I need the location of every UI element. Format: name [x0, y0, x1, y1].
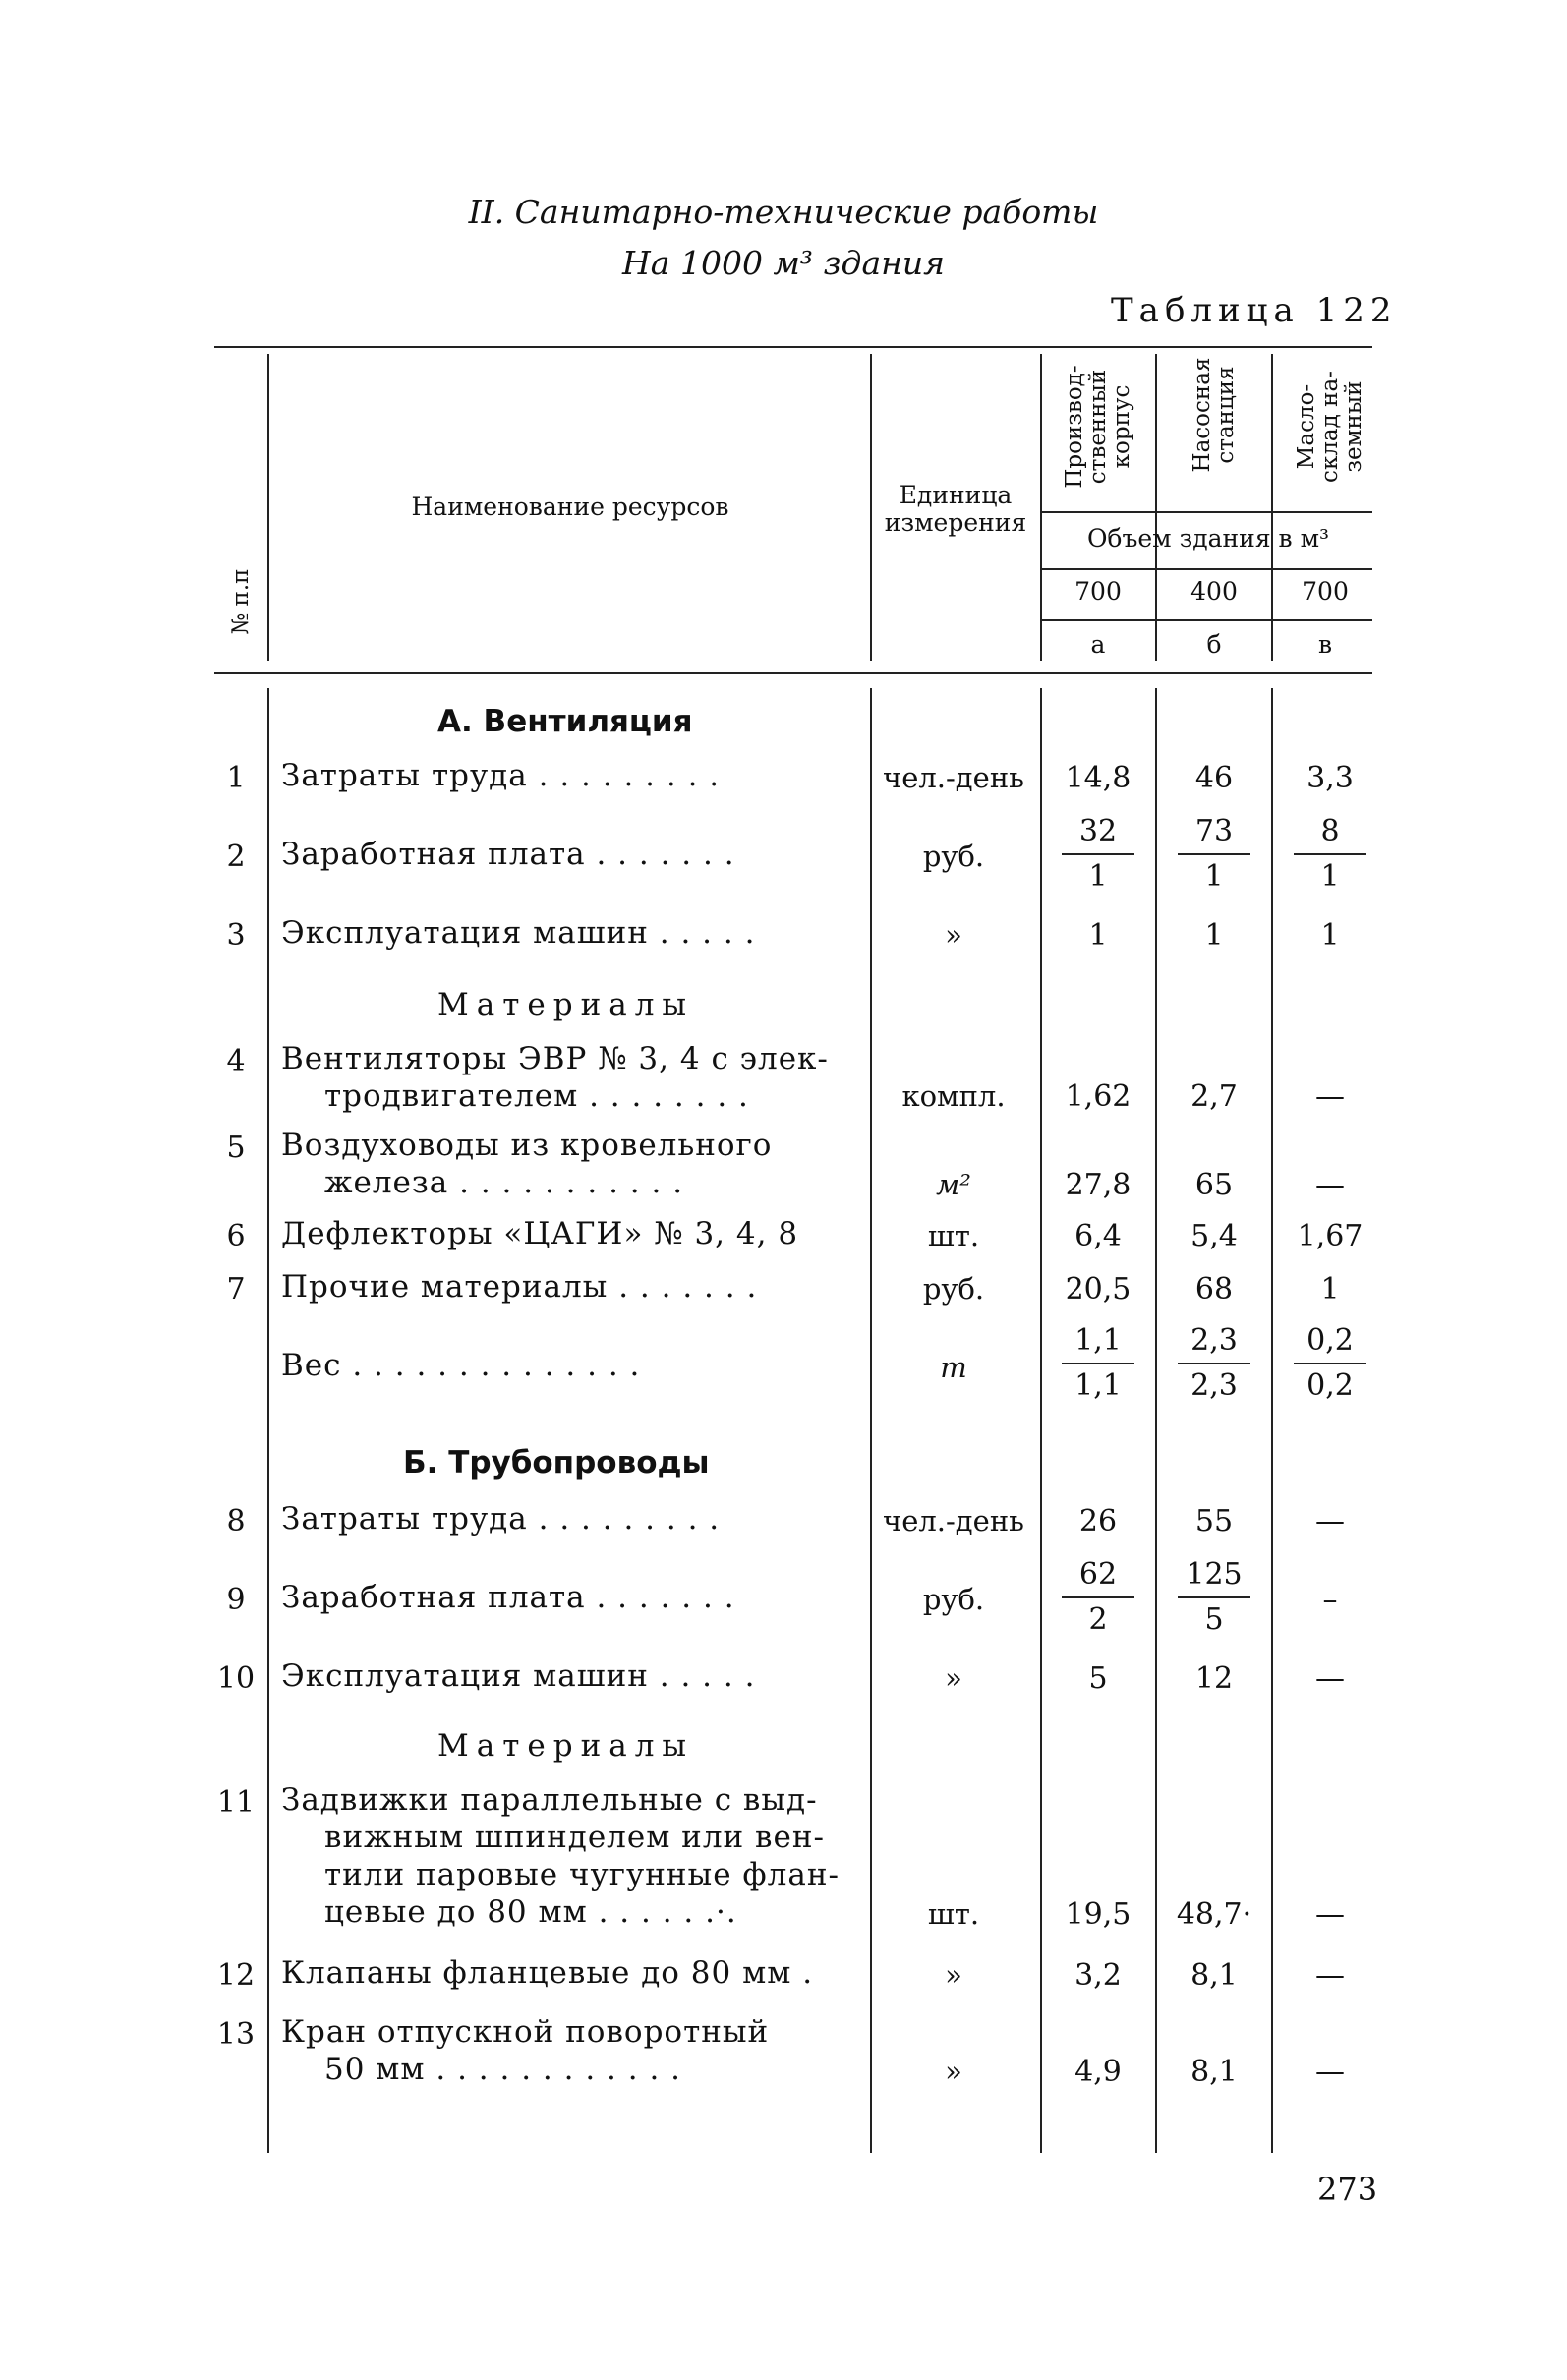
fraction-b	[1160, 1553, 1268, 1642]
cell-b: 1	[1204, 918, 1224, 953]
cell-b: 8,1	[1190, 1958, 1238, 1993]
cell-c: —	[1315, 1168, 1345, 1202]
denominator: 0,2	[1306, 1368, 1354, 1403]
header-rule-buildings	[1042, 511, 1372, 513]
row-number: 8	[226, 1504, 246, 1538]
header-building-oil-store: Масло-склад на-земный	[1294, 371, 1366, 483]
row-number: 3	[226, 918, 246, 953]
header-building-production: Производ-ственный корпус	[1062, 365, 1134, 489]
row-unit: »	[945, 1958, 962, 1992]
row-unit: чел.-день	[883, 1504, 1024, 1538]
col-divider-name-header	[870, 354, 872, 661]
row-number: 9	[226, 1583, 246, 1617]
materials-subheading: Материалы	[437, 987, 695, 1022]
cell-b: 48,7·	[1176, 1897, 1252, 1932]
section-heading: II. Санитарно-технические работы	[468, 193, 1099, 231]
cell-b: 5,4	[1190, 1219, 1238, 1253]
header-resource-name: Наименование ресурсов	[411, 493, 729, 521]
header-letter-c: в	[1317, 630, 1333, 659]
cell-c: 3,3	[1306, 761, 1354, 795]
col-divider-b-header	[1271, 354, 1273, 661]
row-unit: чел.-день	[883, 761, 1024, 794]
row-number: 6	[226, 1219, 246, 1253]
row-name: Затраты труда . . . . . . . . .	[281, 758, 721, 793]
header-bottom-rule	[214, 672, 1372, 674]
denominator: 1	[1088, 859, 1108, 894]
row-unit: шт.	[927, 1897, 980, 1931]
cell-c: —	[1315, 1079, 1345, 1114]
row-name: Прочие материалы . . . . . . .	[281, 1269, 758, 1305]
col-divider-a-header	[1155, 354, 1157, 661]
fraction-b	[1160, 810, 1268, 899]
header-rule-letters	[1042, 619, 1372, 621]
denominator: 1	[1320, 859, 1340, 894]
col-divider-no	[267, 688, 269, 2153]
numerator: 62	[1078, 1557, 1118, 1592]
cell-a: 26	[1078, 1504, 1118, 1538]
fraction-b	[1160, 1319, 1268, 1408]
fraction-a	[1044, 810, 1152, 899]
cell-b: 2,7	[1190, 1079, 1238, 1114]
fraction-c	[1276, 810, 1384, 899]
cell-a: 4,9	[1074, 2055, 1122, 2089]
row-unit: »	[945, 1661, 962, 1695]
numerator: 32	[1078, 814, 1118, 848]
row-name: Дефлекторы «ЦАГИ» № 3, 4, 8	[281, 1216, 799, 1251]
fraction-a	[1044, 1553, 1152, 1642]
row-name-line3: тили паровые чугунные флан-	[324, 1857, 840, 1892]
header-letter-b: б	[1206, 630, 1222, 659]
cell-b: 46	[1194, 761, 1234, 795]
row-unit: руб.	[922, 1272, 985, 1306]
page-number: 273	[1317, 2171, 1378, 2208]
cell-c: –	[1322, 1583, 1338, 1617]
cell-a: 5	[1088, 1661, 1108, 1696]
row-unit: руб.	[922, 840, 985, 873]
row-name-line2: вижным шпинделем или вен-	[324, 1820, 825, 1855]
materials-subheading: Материалы	[437, 1728, 695, 1764]
denominator: 1,1	[1074, 1368, 1122, 1403]
row-unit: »	[945, 2055, 962, 2088]
col-divider-a	[1155, 688, 1157, 2153]
section-b-title: Б. Трубопроводы	[403, 1445, 710, 1480]
row-name: Заработная плата . . . . . . .	[281, 1580, 735, 1615]
col-divider-name	[870, 688, 872, 2153]
col-divider-unit	[1040, 688, 1042, 2153]
cell-b: 65	[1194, 1168, 1234, 1202]
numerator: 1,1	[1074, 1323, 1122, 1358]
row-number: 13	[216, 2017, 256, 2052]
fraction-c	[1276, 1319, 1384, 1408]
numerator: 125	[1186, 1557, 1243, 1592]
col-divider-b	[1271, 688, 1273, 2153]
denominator: 2,3	[1190, 1368, 1238, 1403]
row-name-line2: железа . . . . . . . . . . .	[324, 1165, 684, 1200]
row-name: Заработная плата . . . . . . .	[281, 837, 735, 872]
cell-a: 14,8	[1065, 761, 1132, 795]
cell-c: —	[1315, 1504, 1345, 1538]
header-volume-c: 700	[1302, 577, 1349, 606]
row-unit: руб.	[922, 1583, 985, 1616]
header-building-pump-station: Насосная станция	[1190, 357, 1239, 473]
row-name-line1: Кран отпускной поворотный	[281, 2014, 770, 2050]
header-volume-label: Объем здания в м³	[1086, 524, 1330, 552]
numerator: 0,2	[1306, 1323, 1354, 1358]
cell-b: 55	[1194, 1504, 1234, 1538]
row-name-line2: 50 мм . . . . . . . . . . . .	[324, 2052, 682, 2087]
row-name: Клапаны фланцевые до 80 мм .	[281, 1955, 814, 1991]
row-unit: компл.	[901, 1079, 1006, 1113]
row-number: 10	[216, 1661, 256, 1696]
denominator: 2	[1088, 1602, 1108, 1637]
cell-a: 27,8	[1065, 1168, 1132, 1202]
row-name-line1: Задвижки параллельные с выд-	[281, 1782, 818, 1818]
cell-a: 6,4	[1074, 1219, 1122, 1253]
cell-b: 68	[1194, 1272, 1234, 1306]
cell-b: 8,1	[1190, 2055, 1238, 2089]
cell-c: —	[1315, 2055, 1345, 2089]
cell-c: —	[1315, 1958, 1345, 1993]
row-number: 4	[226, 1044, 246, 1078]
row-name-line4: цевые до 80 мм . . . . . .·.	[324, 1894, 737, 1930]
header-number: № п.п	[228, 568, 254, 635]
row-name-line1: Воздуховоды из кровельного	[281, 1128, 773, 1163]
section-subheading: На 1000 м³ здания	[622, 244, 945, 282]
col-divider-unit-header	[1040, 354, 1042, 661]
numerator: 8	[1320, 814, 1340, 848]
row-unit: т	[940, 1351, 967, 1384]
cell-a: 1,62	[1065, 1079, 1132, 1114]
cell-c: 1	[1320, 1272, 1340, 1306]
table-top-rule	[214, 346, 1372, 348]
row-name: Эксплуатация машин . . . . .	[281, 915, 756, 951]
row-number: 5	[226, 1131, 246, 1165]
header-volume-b: 400	[1190, 577, 1238, 606]
header-unit: Единица измерения	[884, 481, 1027, 537]
cell-c: —	[1315, 1897, 1345, 1932]
denominator: 1	[1204, 859, 1224, 894]
row-number: 7	[226, 1272, 246, 1306]
cell-c: 1,67	[1297, 1219, 1364, 1253]
row-name: Эксплуатация машин . . . . .	[281, 1658, 756, 1694]
row-number: 2	[226, 840, 246, 874]
cell-c: —	[1315, 1661, 1345, 1696]
fraction-a	[1044, 1319, 1152, 1408]
col-divider-no-header	[267, 354, 269, 661]
section-a-title: А. Вентиляция	[437, 704, 693, 739]
row-name-line1: Вентиляторы ЭВР № 3, 4 с элек-	[281, 1041, 829, 1076]
row-unit: »	[945, 918, 962, 952]
cell-c: 1	[1320, 918, 1340, 953]
row-name: Вес . . . . . . . . . . . . . .	[281, 1348, 641, 1383]
cell-a: 1	[1088, 918, 1108, 953]
row-number: 12	[216, 1958, 256, 1993]
cell-a: 3,2	[1074, 1958, 1122, 1993]
header-volume-a: 700	[1074, 577, 1122, 606]
row-name: Затраты труда . . . . . . . . .	[281, 1501, 721, 1537]
numerator: 2,3	[1190, 1323, 1238, 1358]
table-label: Таблица 122	[1111, 291, 1398, 330]
row-number: 1	[226, 761, 246, 795]
row-unit: м²	[936, 1168, 971, 1201]
row-number: 11	[216, 1785, 256, 1820]
numerator: 73	[1194, 814, 1234, 848]
header-rule-volume	[1042, 568, 1372, 570]
cell-a: 20,5	[1065, 1272, 1132, 1306]
row-unit: шт.	[927, 1219, 980, 1252]
row-name-line2: тродвигателем . . . . . . . .	[324, 1078, 749, 1114]
cell-b: 12	[1194, 1661, 1234, 1696]
denominator: 5	[1204, 1602, 1224, 1637]
cell-a: 19,5	[1065, 1897, 1132, 1932]
header-letter-a: а	[1090, 630, 1106, 659]
